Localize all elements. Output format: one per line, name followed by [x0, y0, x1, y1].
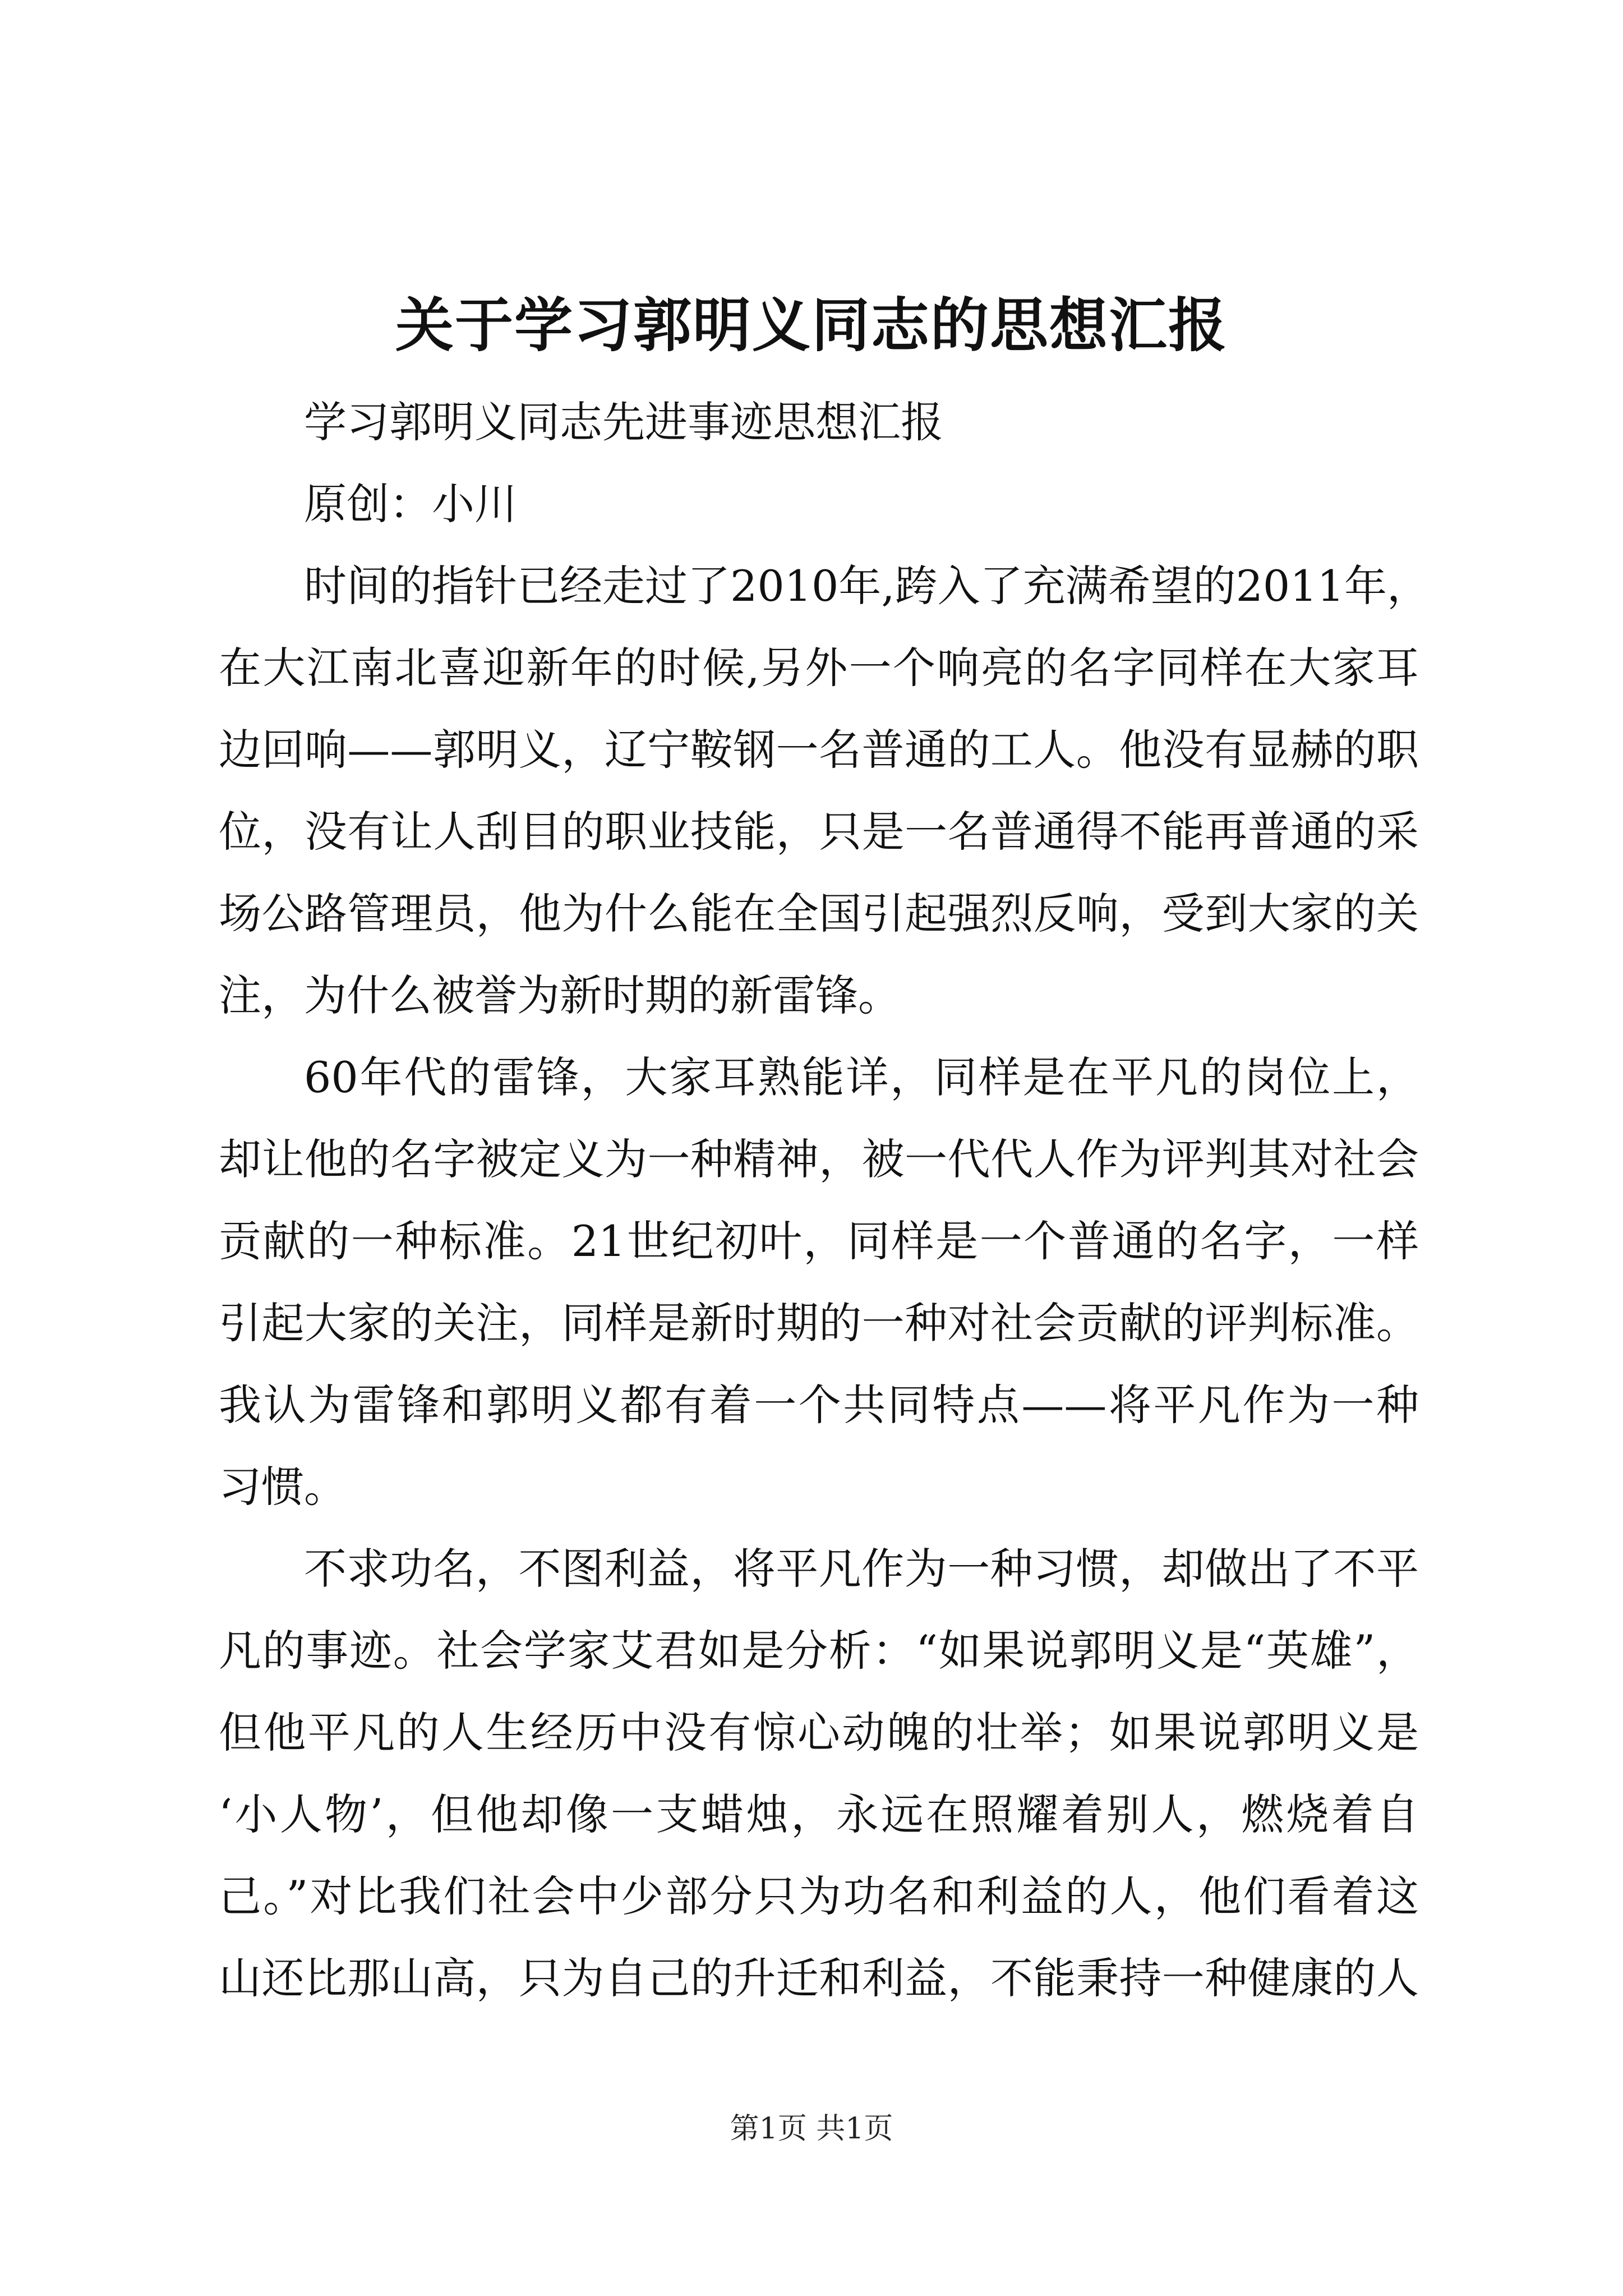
paragraph-3-line-4: ‘小人物’，但他却像一支蜡烛，永远在照耀着别人，燃烧着自 [219, 1789, 1419, 1839]
paragraph-2-line-4: 引起大家的关注，同样是新时期的一种对社会贡献的评判标准。 [219, 1298, 1419, 1348]
paragraph-2-line-6: 习惯。 [219, 1462, 347, 1512]
document-body [219, 381, 1430, 2019]
paragraph-3-line-3: 但他平凡的人生经历中没有惊心动魄的壮举；如果说郭明义是 [219, 1708, 1419, 1757]
paragraph-3-line-6: 山还比那山高，只为自己的升迁和利益，不能秉持一种健康的人 [219, 1953, 1419, 2003]
page-number-footer: 第1页 共1页 [730, 2112, 893, 2146]
paragraph-3-line-5: 己。”对比我们社会中少部分只为功名和利益的人，他们看着这 [219, 1871, 1419, 1921]
subtitle-line: 学习郭明义同志先进事迹思想汇报 [304, 397, 943, 447]
paragraph-1-line-1: 时间的指针已经走过了2010年,跨入了充满希望的2011年， [304, 561, 1430, 611]
paragraph-1-line-6: 注，为什么被誉为新时期的新雷锋。 [219, 970, 901, 1020]
paragraph-3-line-1: 不求功名，不图利益，将平凡作为一种习惯，却做出了不平 [304, 1544, 1419, 1594]
paragraph-2-line-3: 贡献的一种标准。21世纪初叶，同样是一个普通的名字，一样 [219, 1216, 1419, 1266]
paragraph-3-line-2: 凡的事迹。社会学家艾君如是分析：“如果说郭明义是“英雄”， [219, 1626, 1419, 1676]
paragraph-1-line-4: 位，没有让人刮目的职业技能，只是一名普通得不能再普通的采 [219, 807, 1419, 857]
paragraph-1-line-5: 场公路管理员，他为什么能在全国引起强烈反响，受到大家的关 [219, 889, 1419, 938]
author-line: 原创：小川 [304, 479, 517, 529]
paragraph-2-line-2: 却让他的名字被定义为一种精神，被一代代人作为评判其对社会 [219, 1134, 1419, 1184]
paragraph-1-line-3: 边回响——郭明义，辽宁鞍钢一名普通的工人。他没有显赫的职 [219, 725, 1419, 775]
paragraph-2-line-5: 我认为雷锋和郭明义都有着一个共同特点——将平凡作为一种 [219, 1380, 1419, 1430]
paragraph-2-line-1: 60年代的雷锋，大家耳熟能详，同样是在平凡的岗位上， [304, 1052, 1419, 1102]
paragraph-1-line-2: 在大江南北喜迎新年的时候,另外一个响亮的名字同样在大家耳 [219, 643, 1419, 693]
document-title: 关于学习郭明义同志的思想汇报 [395, 291, 1228, 360]
